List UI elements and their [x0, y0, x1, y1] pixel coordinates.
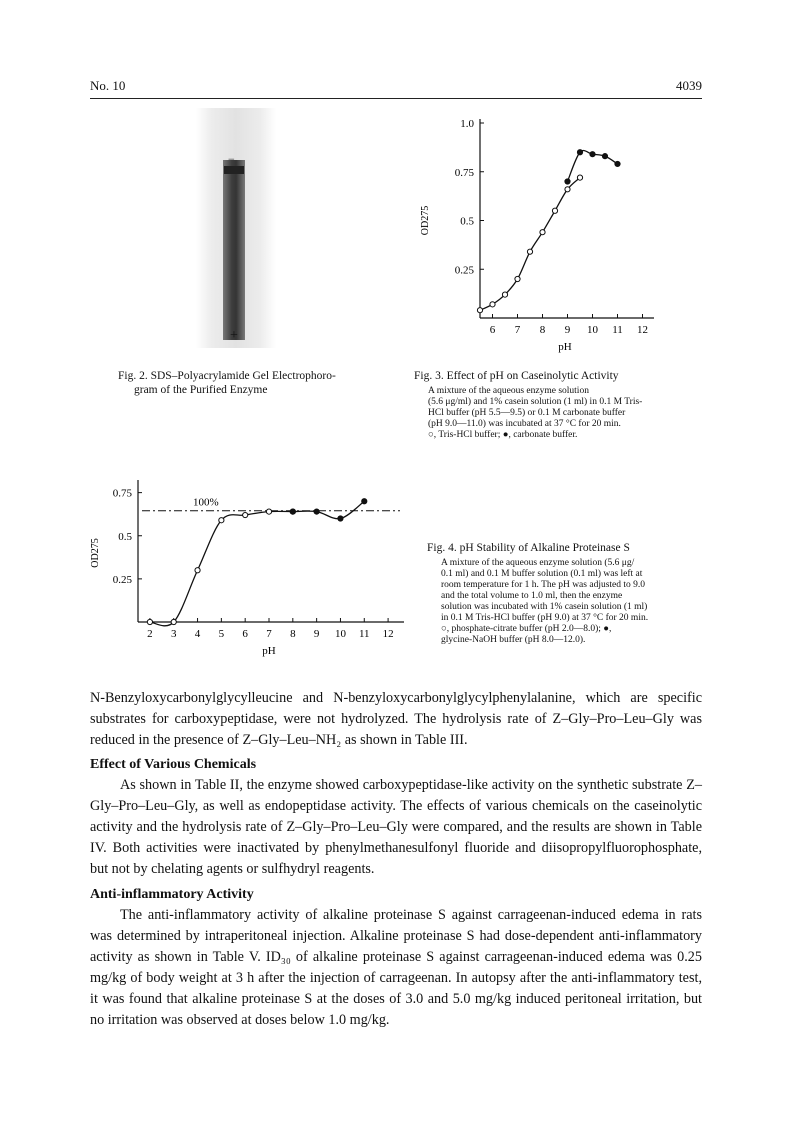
series-2-point-4: [602, 154, 607, 159]
fig3-caption-title: Fig. 3. Effect of pH on Caseinolytic Activity: [414, 370, 619, 382]
x-tick-label-10: 10: [587, 324, 598, 336]
y-tick-label-0.75: 0.75: [112, 487, 132, 500]
gel-band: [224, 166, 244, 174]
fig3-caption-line-5: ○, Tris-HCl buffer; ●, carbonate buffer.: [428, 430, 578, 440]
header-rule: [90, 98, 702, 99]
fig4-caption-line-7: ○, phosphate-citrate buffer (pH 2.0—8.0); ●,: [441, 624, 612, 634]
paragraph-chemicals: As shown in Table II, the enzyme showed carboxypeptidase-like activity on the synthetic substrate Z–Gly–Pro–Leu–Gly, as well as endopeptidase activity. The effects of various chemicals on the caseinolytic activity and the hydrolysis rate of Z–Gly–Pro–Leu–Gly were compared, and the results are shown in Table IV. Both activities were inactivated by phenylmethanesulfonyl fluoride and diisopropylfluorophosphate, but not by chelating agents or sulfhydryl reagents.: [90, 777, 702, 877]
series-1-point-3: [502, 292, 507, 297]
x-tick-label-6: 6: [242, 628, 248, 640]
fig3-caption-line-1: A mixture of the aqueous enzyme solution: [428, 386, 589, 396]
x-tick-label-5: 5: [218, 628, 225, 640]
series-1-point-2: [490, 302, 495, 307]
fig3-caption-line-2: (5.6 μg/ml) and 1% casein solution (1 ml) in 0.1 M Tris-: [428, 397, 643, 407]
x-axis-label: pH: [262, 645, 276, 657]
paragraph-anti-inflammatory: The anti-inflammatory activity of alkaline proteinase S against carrageenan-induced edema in rats was determined by intraperitoneal injection. Alkaline proteinase S had dose-dependent anti-inflammatory activity as shown in Table V. ID₃₀ of alkaline proteinase S against carrageenan-induced edema was 0.25 mg/kg of body weight at 3 h after the injection of carrageenan. In autopsy after the anti-inflammatory test, it was found that alkaline proteinase S at the doses of 3.0 and 5.0 mg/kg induced peritoneal irritation, but no irritation was observed at doses below 1.0 mg/kg.: [90, 907, 702, 1028]
series-1-point-9: [577, 175, 582, 180]
fig2-caption-line2: gram of the Purified Enzyme: [134, 384, 268, 396]
fig4-caption-line-2: 0.1 ml) and 0.1 M buffer solution (0.1 ml) was left at: [441, 569, 643, 579]
fig4-caption: [427, 541, 702, 646]
series-1-point-6: [266, 509, 271, 514]
fig4-caption-line-6: in 0.1 M Tris-HCl buffer (pH 9.0) at 37 °C for 20 min.: [441, 613, 649, 623]
x-tick-label-8: 8: [539, 324, 546, 336]
series-1-point-8: [565, 187, 570, 192]
body-text: [90, 688, 702, 1031]
y-axis-label: OD275: [90, 538, 101, 568]
series-2-point-1: [565, 179, 570, 184]
fig4-caption-line-4: and the total volume to 1.0 ml, then the enzyme: [441, 591, 623, 601]
x-tick-label-6: 6: [489, 324, 496, 336]
reference-line-label: 100%: [193, 496, 219, 509]
series-2-point-2: [314, 509, 319, 514]
fig4-caption-line-1: A mixture of the aqueous enzyme solution (5.6 μg/: [441, 558, 635, 568]
series-1-point-3: [195, 568, 200, 573]
series-1-point-5: [243, 512, 248, 517]
y-axis-label: OD275: [420, 205, 431, 236]
series-2-point-5: [615, 161, 620, 166]
series-2-point-2: [577, 150, 582, 155]
fig4-caption-line-3: room temperature for 1 h. The pH was adjusted to 9.0: [441, 580, 646, 590]
series-1-point-2: [171, 619, 176, 624]
fig3-caption-body: [414, 386, 700, 441]
series-1-point-4: [515, 276, 520, 281]
section-heading-chemicals: Effect of Various Chemicals: [90, 757, 257, 772]
fig4-caption-body: [427, 558, 702, 646]
section-heading-anti-inflammatory: Anti-inflammatory Activity: [90, 887, 254, 902]
x-tick-label-11: 11: [612, 324, 623, 336]
series-2-point-3: [590, 152, 595, 157]
fig3-caption: [414, 369, 700, 441]
y-tick-label-0.5: 0.5: [118, 530, 132, 543]
series-2-curve: [293, 501, 364, 519]
fig3-caption-line-3: HCl buffer (pH 5.5—9.5) or 0.1 M carbonate buffer: [428, 408, 626, 418]
fig2-caption-line1: Fig. 2. SDS–Polyacrylamide Gel Electrophoro-: [118, 370, 336, 382]
fig4-chart: [84, 470, 414, 670]
series-1-point-6: [540, 230, 545, 235]
x-tick-label-11: 11: [358, 628, 370, 640]
series-1-curve: [480, 178, 580, 311]
x-tick-label-7: 7: [266, 628, 272, 640]
paragraph-substrates: N-Benzyloxycarbonylglycylleucine and N-benzyloxycarbonylglycylphenylalanine, which are specific substrates for carboxypeptidase, were not hydrolyzed. The hydrolysis rate of Z–Gly–Pro–Leu–Gly was reduced in the presence of Z–Gly–Leu–NH₂ as shown in Table III.: [90, 690, 702, 748]
series-1-point-4: [219, 518, 224, 523]
x-tick-label-9: 9: [313, 628, 320, 640]
x-tick-label-4: 4: [194, 628, 201, 640]
gel-plus-marker: +: [230, 328, 238, 343]
x-tick-label-9: 9: [564, 324, 571, 336]
y-tick-label-0.5: 0.5: [460, 215, 474, 228]
x-tick-label-3: 3: [170, 628, 177, 640]
fig3-caption-line-4: (pH 9.0—11.0) was incubated at 37 °C for 20 min.: [428, 419, 621, 429]
fig4-caption-line-5: solution was incubated with 1% casein solution (1 ml): [441, 602, 648, 612]
series-2-point-3: [338, 516, 343, 521]
y-tick-label-0.25: 0.25: [454, 264, 474, 277]
fig2-caption: [118, 369, 336, 397]
gel-electrophoresis-image: [196, 108, 276, 348]
y-tick-label-0.25: 0.25: [112, 573, 132, 586]
fig3-chart: [420, 110, 660, 360]
series-1-point-7: [552, 208, 557, 213]
y-tick-label-0.75: 0.75: [454, 166, 474, 179]
x-tick-label-2: 2: [147, 628, 153, 640]
gel-lane: [223, 160, 245, 340]
fig4-caption-title: Fig. 4. pH Stability of Alkaline Proteinase S: [427, 542, 630, 554]
x-axis-label: pH: [558, 341, 572, 353]
x-tick-label-12: 12: [382, 628, 394, 640]
series-1-point-1: [477, 308, 482, 313]
series-2-point-1: [290, 509, 295, 514]
x-tick-label-7: 7: [514, 324, 521, 336]
series-2-point-4: [362, 499, 367, 504]
fig4-caption-line-8: glycine-NaOH buffer (pH 8.0—12.0).: [441, 635, 586, 645]
x-tick-label-8: 8: [290, 628, 296, 640]
gel-minus-marker: −: [228, 152, 235, 166]
x-tick-label-12: 12: [637, 324, 648, 336]
journal-issue-number: No. 10: [90, 78, 126, 93]
x-tick-label-10: 10: [334, 628, 346, 640]
y-tick-label-1.0: 1.0: [460, 118, 474, 130]
series-1-point-5: [527, 249, 532, 254]
page-number: 4039: [676, 78, 702, 93]
series-1-curve: [150, 511, 293, 625]
series-1-point-1: [147, 619, 152, 624]
